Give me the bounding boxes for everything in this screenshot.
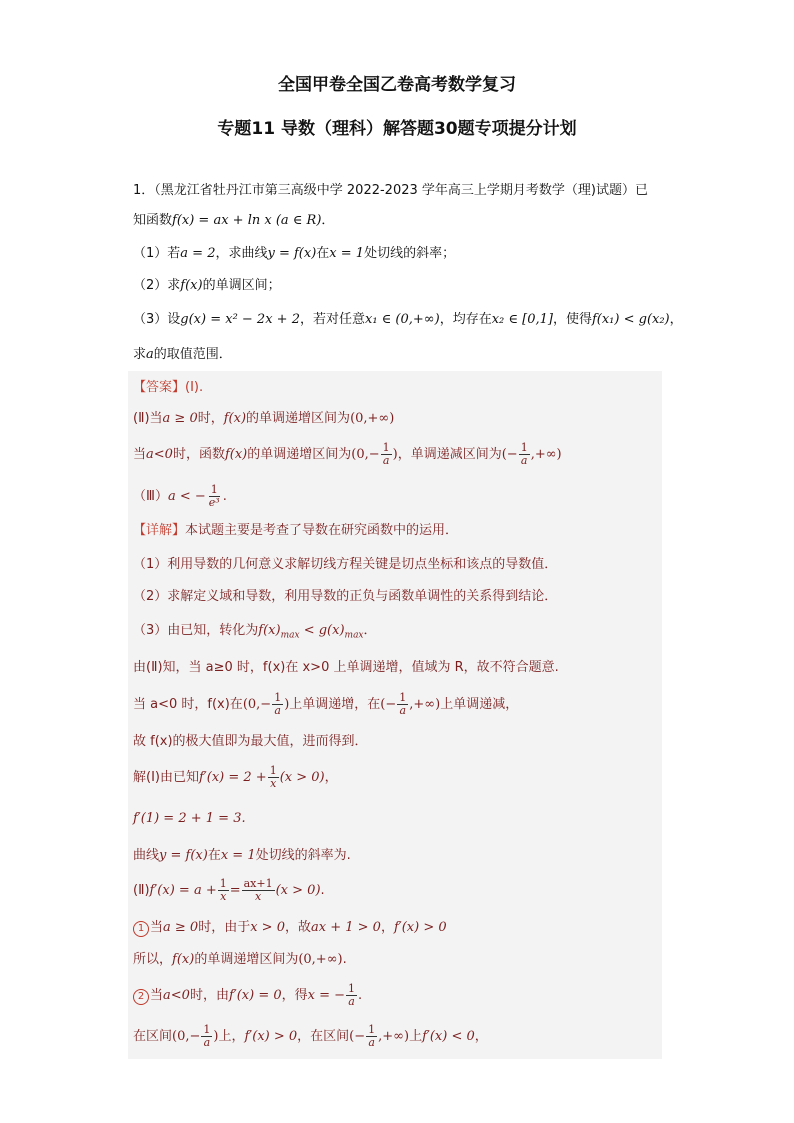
fraction: $\frac{1}{x}$ — [219, 877, 227, 903]
text: . — [222, 489, 227, 504]
text: （1）若 — [133, 246, 181, 261]
math: y = f(x) — [159, 848, 208, 863]
answer-tag: 【答案】 — [133, 380, 186, 395]
math: x = − — [307, 988, 346, 1003]
math: x₁ ∈ (0,+∞) — [364, 312, 440, 327]
problem-part-2 — [133, 276, 281, 296]
text: 在区间 — [133, 1029, 173, 1044]
text: ，故 — [284, 920, 311, 935]
text: . — [358, 988, 363, 1003]
text: 当 — [150, 988, 164, 1003]
math: a ≥ 0 — [163, 920, 199, 935]
problem-line-1 — [133, 181, 648, 201]
math: x₂ ∈ [0,1] — [491, 312, 553, 327]
fraction: $\frac{1}{a}$ — [368, 1023, 376, 1049]
fraction: $\frac{1}{a}$ — [203, 1023, 211, 1049]
text: 上， — [218, 1029, 245, 1044]
math: a = 2 — [180, 246, 216, 261]
text: ，使得 — [552, 312, 592, 327]
math: a — [146, 347, 154, 362]
math: (− — [349, 1029, 366, 1044]
solution-line-2 — [133, 809, 246, 829]
solution-line-1 — [133, 763, 338, 793]
math: (0,− — [351, 447, 380, 462]
math: ) — [213, 1029, 219, 1044]
solution-line-5 — [133, 918, 447, 938]
math: (0,− — [172, 1029, 201, 1044]
math: f(x) — [172, 952, 195, 967]
math: max — [280, 630, 300, 641]
text: 时，由 — [189, 988, 229, 1003]
text: 时， — [197, 411, 224, 426]
math: ) — [284, 697, 290, 712]
text: ，均存在 — [439, 312, 492, 327]
detail-line-1: （1）利用导数的几何意义求解切线方程关键是切点坐标和该点的导数值． — [133, 557, 558, 572]
fraction: $\frac{1}{a}$ — [274, 691, 282, 717]
detail-line-2: （2）求解定义域和导数，利用导数的正负与函数单调性的关系得到结论． — [133, 589, 558, 604]
text: ． — [363, 623, 377, 638]
detail-line-5 — [133, 690, 518, 720]
solution-line-4 — [133, 876, 325, 906]
math: a ≥ 0 — [162, 411, 198, 426]
fraction: $\frac{1}{a}$ — [520, 441, 528, 467]
text: ，在区间 — [297, 1029, 350, 1044]
math: f′(x) = 2 + — [198, 770, 267, 785]
text: 的单调递增区间为 — [247, 447, 352, 462]
text: 当 a<0 时，f(x)在 — [133, 697, 243, 712]
math: (0,− — [242, 697, 272, 712]
math: x = 1 — [329, 246, 365, 261]
problem-line-2 — [133, 211, 334, 231]
text: (Ⅱ) — [133, 883, 150, 898]
detail-line-6: 故 f(x)的极大值即为最大值，进而得到． — [133, 734, 368, 749]
math: f(x) — [224, 447, 248, 462]
math: f′(x) > 0 — [393, 920, 447, 935]
text: 上单调递增，在 — [289, 697, 381, 712]
text: 解(Ⅰ)由已知 — [133, 770, 199, 785]
math: (x > 0) — [275, 883, 321, 898]
math: ,+∞) — [530, 447, 562, 462]
text: 当 — [133, 447, 147, 462]
answer-line-3 — [133, 440, 562, 470]
circled-number: 2 — [133, 989, 149, 1005]
problem-part-3 — [133, 310, 683, 330]
solution-line-3 — [133, 846, 351, 866]
fraction: $\frac{1}{a}$ — [348, 982, 356, 1008]
math: max — [344, 630, 364, 641]
math: = — [229, 883, 241, 898]
text: . — [342, 952, 347, 967]
text: 的取值范围． — [153, 347, 232, 362]
math: a<0 — [163, 988, 190, 1003]
text: ，得 — [281, 988, 308, 1003]
text: 处切线的斜率； — [364, 246, 456, 261]
math: a < − — [167, 489, 206, 504]
answer-line-1 — [133, 378, 203, 398]
math: (− — [380, 697, 397, 712]
fraction: $\frac{1}{a}$ — [382, 441, 390, 467]
text: (Ⅰ). — [185, 380, 204, 395]
math: f′(1) = 2 + 1 = 3. — [133, 811, 246, 826]
math: f(x₁) < g(x₂) — [591, 312, 670, 327]
text: 的单调递增区间为 — [246, 411, 351, 426]
detail-line-3 — [133, 621, 377, 646]
text: 的单调区间； — [202, 278, 281, 293]
function-def: f(x) = ax + ln x (a ∈ R) — [172, 213, 322, 228]
math: < g(x) — [299, 623, 345, 638]
text: ， — [380, 920, 394, 935]
text: 处切线的斜率为. — [255, 848, 351, 863]
math: (x > 0) — [279, 770, 325, 785]
math: (0,+∞) — [298, 952, 343, 967]
text: ，若对任意 — [299, 312, 365, 327]
detail-line-0 — [133, 521, 458, 541]
text: 知函数 — [133, 213, 173, 228]
math: ) — [392, 447, 398, 462]
math: y = f(x) — [267, 246, 317, 261]
text: （2）求 — [133, 278, 181, 293]
text: 所以， — [133, 952, 173, 967]
detail-line-4: 由(Ⅱ)知，当 a≥0 时，f(x)在 x>0 上单调递增，值域为 R，故不符合题意. — [133, 660, 559, 675]
solution-line-7 — [133, 981, 362, 1011]
fraction: $\frac{ax+1}{x}$ — [243, 877, 273, 903]
text: （3）设 — [133, 312, 181, 327]
fraction: $\frac{1}{\text{e³}}$ — [208, 483, 220, 509]
text: （3）由已知，转化为 — [133, 623, 259, 638]
text: 上单调递减， — [440, 697, 519, 712]
math: ax + 1 > 0 — [311, 920, 381, 935]
text: (Ⅱ)当 — [133, 411, 163, 426]
document-subtitle: 专题11 导数（理科）解答题30题专项提分计划 — [217, 119, 577, 139]
solution-line-8 — [133, 1022, 488, 1052]
math: x > 0 — [250, 920, 285, 935]
text: . — [320, 883, 325, 898]
text: ，求曲线 — [215, 246, 268, 261]
text: 当 — [150, 920, 164, 935]
answer-line-2 — [133, 409, 394, 429]
text: 在 — [207, 848, 221, 863]
text: 时，由于 — [198, 920, 251, 935]
math: f(x) — [258, 623, 281, 638]
math: (0,+∞) — [350, 411, 395, 426]
text: 曲线 — [133, 848, 160, 863]
math: f′(x) > 0 — [244, 1029, 298, 1044]
math: a<0 — [146, 447, 173, 462]
text: 时，函数 — [172, 447, 225, 462]
math: ,+∞) — [409, 697, 441, 712]
math: f(x) — [180, 278, 203, 293]
circled-number: 1 — [133, 921, 149, 937]
text: 本试题主要是考查了导数在研究函数中的运用． — [185, 523, 459, 538]
fraction: $\frac{1}{a}$ — [399, 691, 407, 717]
detail-tag: 【详解】 — [133, 523, 186, 538]
text: （Ⅲ） — [133, 489, 168, 504]
math: f′(x) = a + — [149, 883, 217, 898]
text: 求 — [133, 347, 147, 362]
text: ， — [324, 770, 338, 785]
text: ． — [321, 213, 335, 228]
math: (− — [501, 447, 518, 462]
text: ， — [474, 1029, 488, 1044]
math: f′(x) = 0 — [228, 988, 282, 1003]
solution-line-6 — [133, 950, 347, 970]
math: ,+∞) — [378, 1029, 410, 1044]
math: g(x) = x² − 2x + 2 — [180, 312, 300, 327]
problem-part-1 — [133, 244, 455, 264]
text: ，单调递减区间为 — [397, 447, 502, 462]
problem-source: 1．（黑龙江省牡丹江市第三高级中学 2022-2023 学年高三上学期月考数学（理)试题）已 — [133, 183, 648, 198]
math: f′(x) < 0 — [422, 1029, 475, 1044]
problem-line-6 — [133, 345, 232, 365]
fraction: $\frac{1}{x}$ — [269, 764, 277, 790]
answer-line-4 — [133, 482, 227, 512]
text: 上 — [409, 1029, 423, 1044]
math: f(x) — [223, 411, 247, 426]
math: x = 1 — [220, 848, 256, 863]
text: 在 — [316, 246, 330, 261]
text: ， — [669, 312, 683, 327]
document-title: 全国甲卷全国乙卷高考数学复习 — [278, 75, 516, 95]
text: 的单调递增区间为 — [194, 952, 299, 967]
